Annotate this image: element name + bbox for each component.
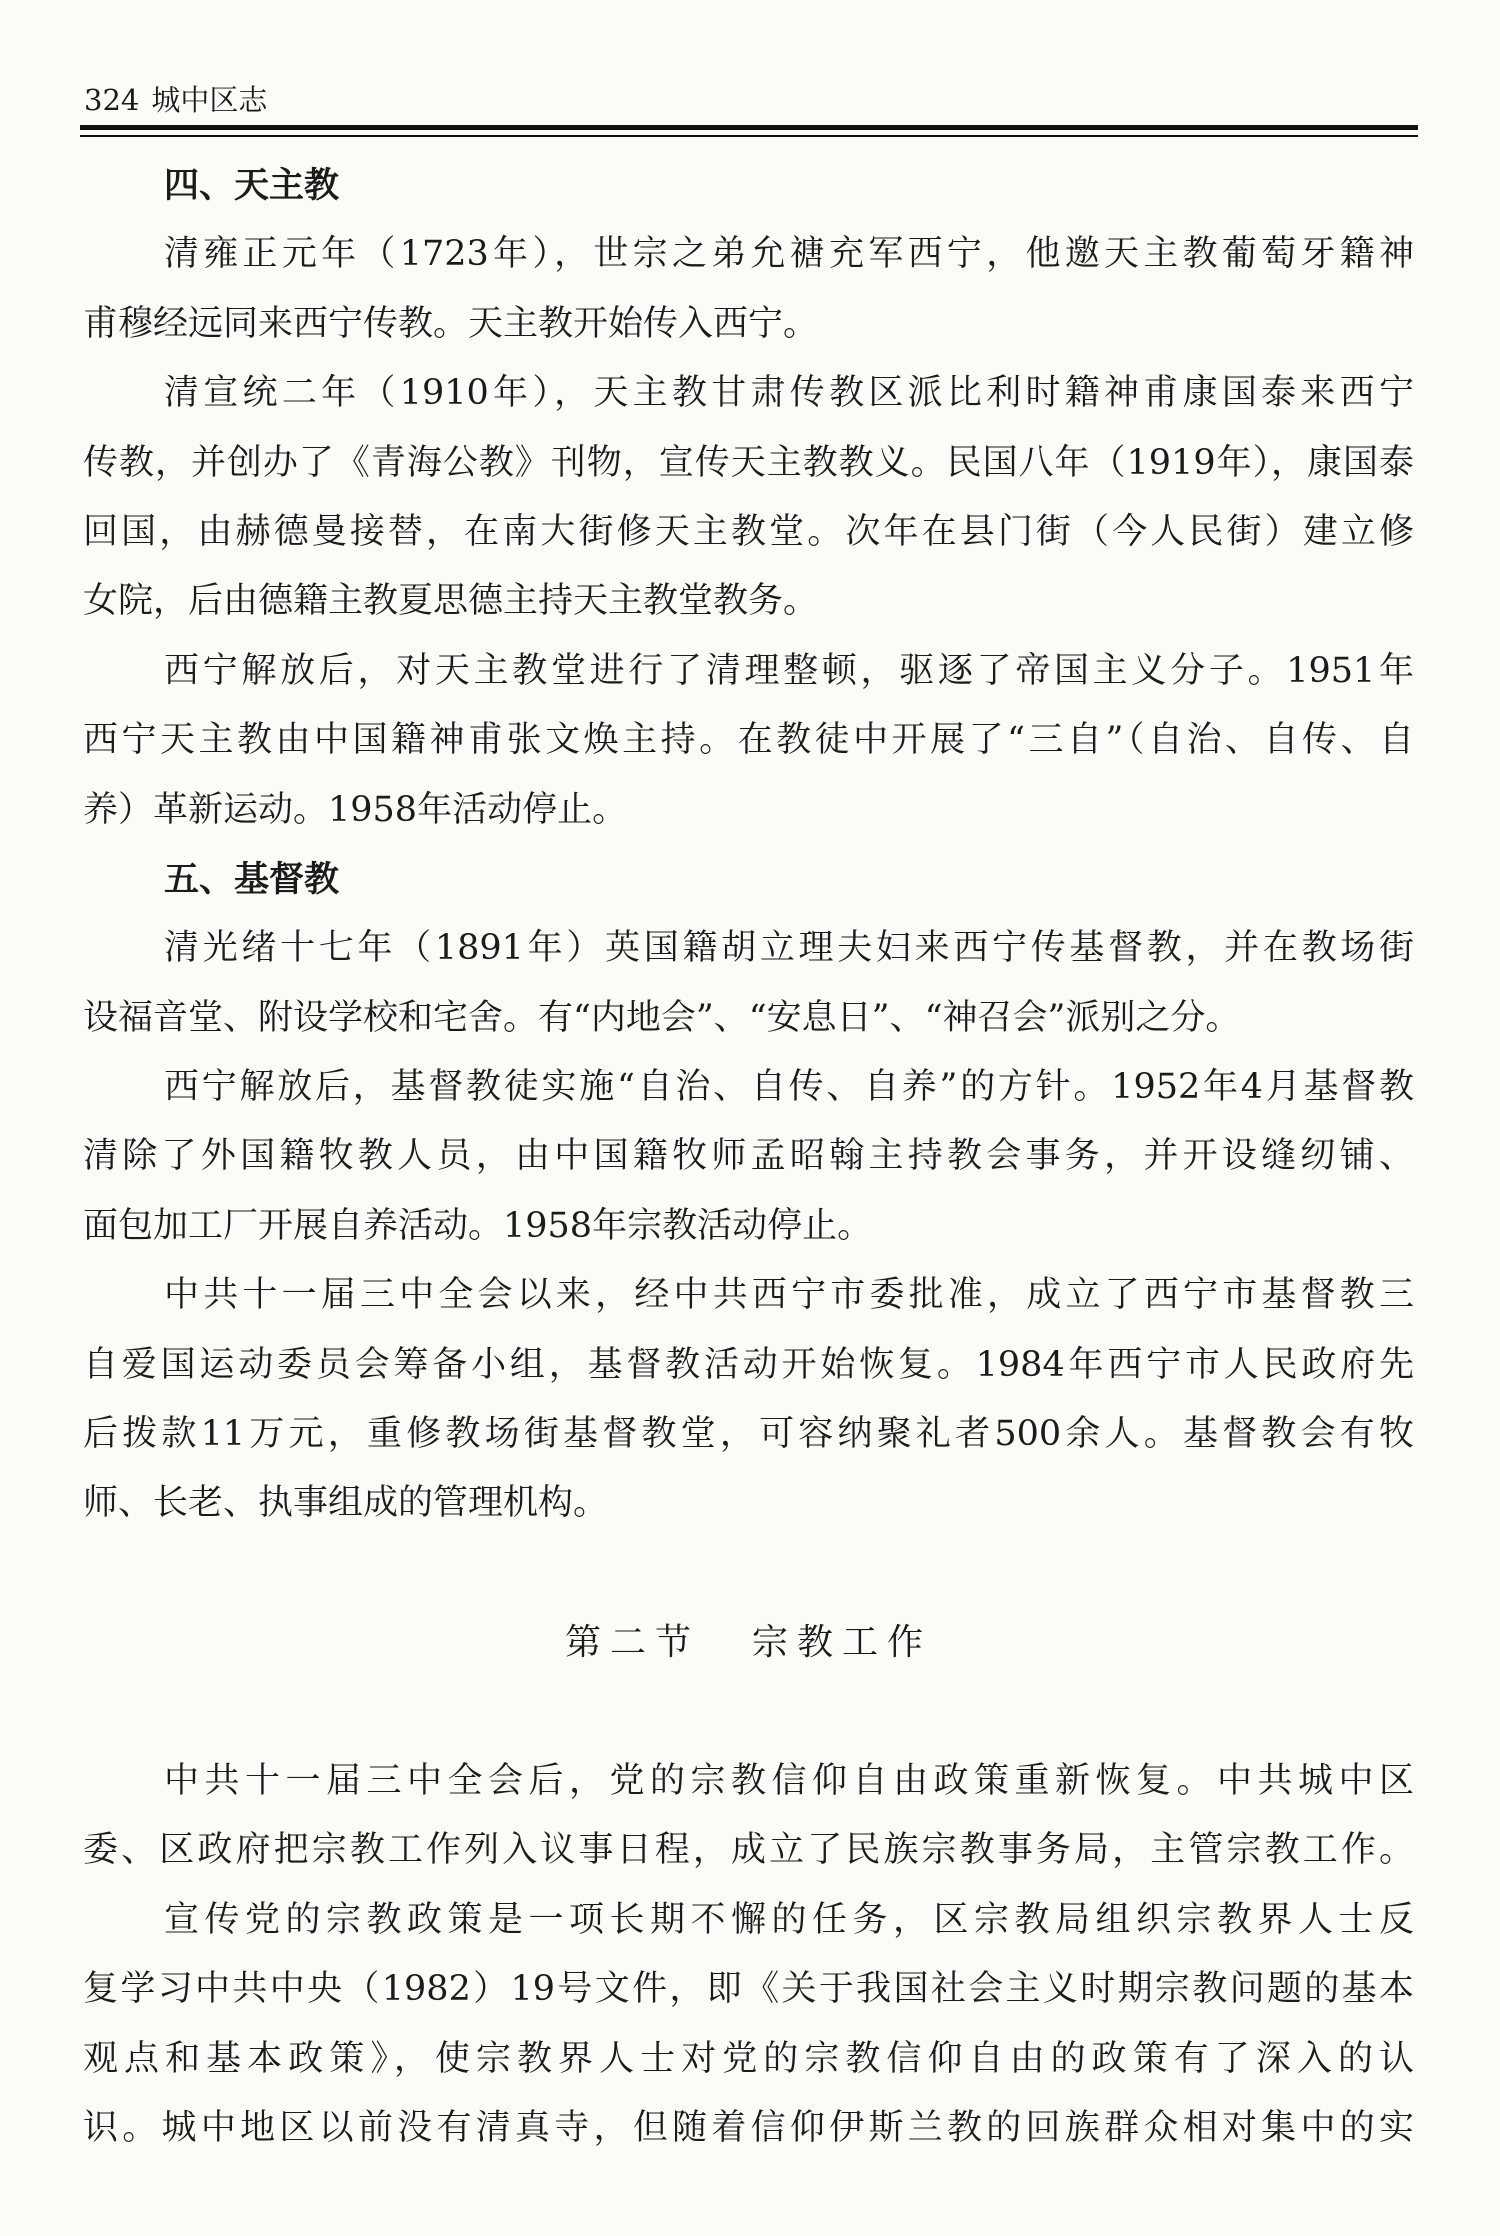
text-line: 女院，后由德籍主教夏思德主持天主教堂教务。	[83, 581, 819, 622]
book-title: 城中区志	[151, 83, 268, 117]
paragraph	[83, 1886, 1414, 2164]
paragraph	[83, 914, 1414, 1053]
text-line: 后拨款11万元，重修教场街基督教堂，可容纳聚礼者500余人。基督教会有牧	[83, 1414, 1414, 1455]
text-line: 委、区政府把宗教工作列入议事日程，成立了民族宗教事务局，主管宗教工作。	[83, 1830, 1414, 1871]
header-rule-thick	[80, 125, 1418, 130]
text-line: 甫穆经远同来西宁传教。天主教开始传入西宁。	[83, 303, 819, 344]
header-rule-thin	[80, 135, 1418, 137]
text-line: 中共十一届三中全会以来，经中共西宁市委批准，成立了西宁市基督教三	[164, 1275, 1414, 1316]
text-line: 师、长老、执事组成的管理机构。	[83, 1483, 609, 1524]
text-line: 清除了外国籍牧教人员，由中国籍牧师孟昭翰主持教会事务，并开设缝纫铺、	[83, 1136, 1414, 1177]
text-line: 复学习中共中央（1982）19号文件，即《关于我国社会主义时期宗教问题的基本	[83, 1969, 1414, 2010]
text-line: 清光绪十七年（1891年）英国籍胡立理夫妇来西宁传基督教，并在教场街	[164, 928, 1414, 969]
text-line: 自爱国运动委员会筹备小组，基督教活动开始恢复。1984年西宁市人民政府先	[83, 1344, 1414, 1385]
text-line: 西宁解放后，对天主教堂进行了清理整顿，驱逐了帝国主义分子。1951年	[164, 650, 1414, 691]
paragraph	[83, 1261, 1414, 1539]
section-title	[83, 1608, 1414, 1677]
text-line: 观点和基本政策》，使宗教界人士对党的宗教信仰自由的政策有了深入的认	[83, 2038, 1414, 2079]
paragraph	[83, 220, 1414, 359]
subsection-heading: 四、天主教	[164, 165, 340, 206]
blank-line	[83, 1678, 1414, 1747]
text-line: 设福音堂、附设学校和宅舍。有“内地会”、“安息日”、“神召会”派别之分。	[83, 997, 1241, 1038]
paragraph	[83, 1747, 1414, 1886]
page-number: 324	[84, 83, 140, 117]
text-line: 传教，并创办了《青海公教》刊物，宣传天主教教义。民国八年（1919年），康国泰	[83, 442, 1414, 483]
text-line: 宣传党的宗教政策是一项长期不懈的任务，区宗教局组织宗教界人士反	[164, 1899, 1414, 1940]
body-text	[83, 151, 1414, 2163]
subsection-heading: 五、基督教	[164, 858, 340, 900]
paragraph	[83, 359, 1414, 637]
text-line: 面包加工厂开展自养活动。1958年宗教活动停止。	[83, 1205, 873, 1246]
text-line: 养）革新运动。1958年活动停止。	[83, 789, 628, 830]
paragraph	[83, 1053, 1414, 1261]
text-line: 西宁解放后，基督教徒实施“自治、自传、自养”的方针。1952年4月基督教	[164, 1067, 1414, 1108]
text-line: 清宣统二年（1910年），天主教甘肃传教区派比利时籍神甫康国泰来西宁	[164, 373, 1414, 414]
text-line: 识。城中地区以前没有清真寺，但随着信仰伊斯兰教的回族群众相对集中的实	[83, 2107, 1414, 2148]
text-line: 西宁天主教由中国籍神甫张文焕主持。在教徒中开展了“三自”（自治、自传、自	[83, 720, 1414, 761]
text-line: 回国，由赫德曼接替，在南大街修天主教堂。次年在县门街（今人民街）建立修	[83, 511, 1414, 552]
running-head	[84, 80, 267, 120]
section-number: 第二节	[564, 1622, 700, 1664]
section-title-text: 宗教工作	[752, 1622, 933, 1664]
text-line: 清雍正元年（1723年），世宗之弟允禟充军西宁，他邀天主教葡萄牙籍神	[164, 234, 1414, 275]
blank-line	[83, 1539, 1414, 1608]
text-line: 中共十一届三中全会后，党的宗教信仰自由政策重新恢复。中共城中区	[164, 1760, 1414, 1801]
paragraph	[83, 637, 1414, 845]
